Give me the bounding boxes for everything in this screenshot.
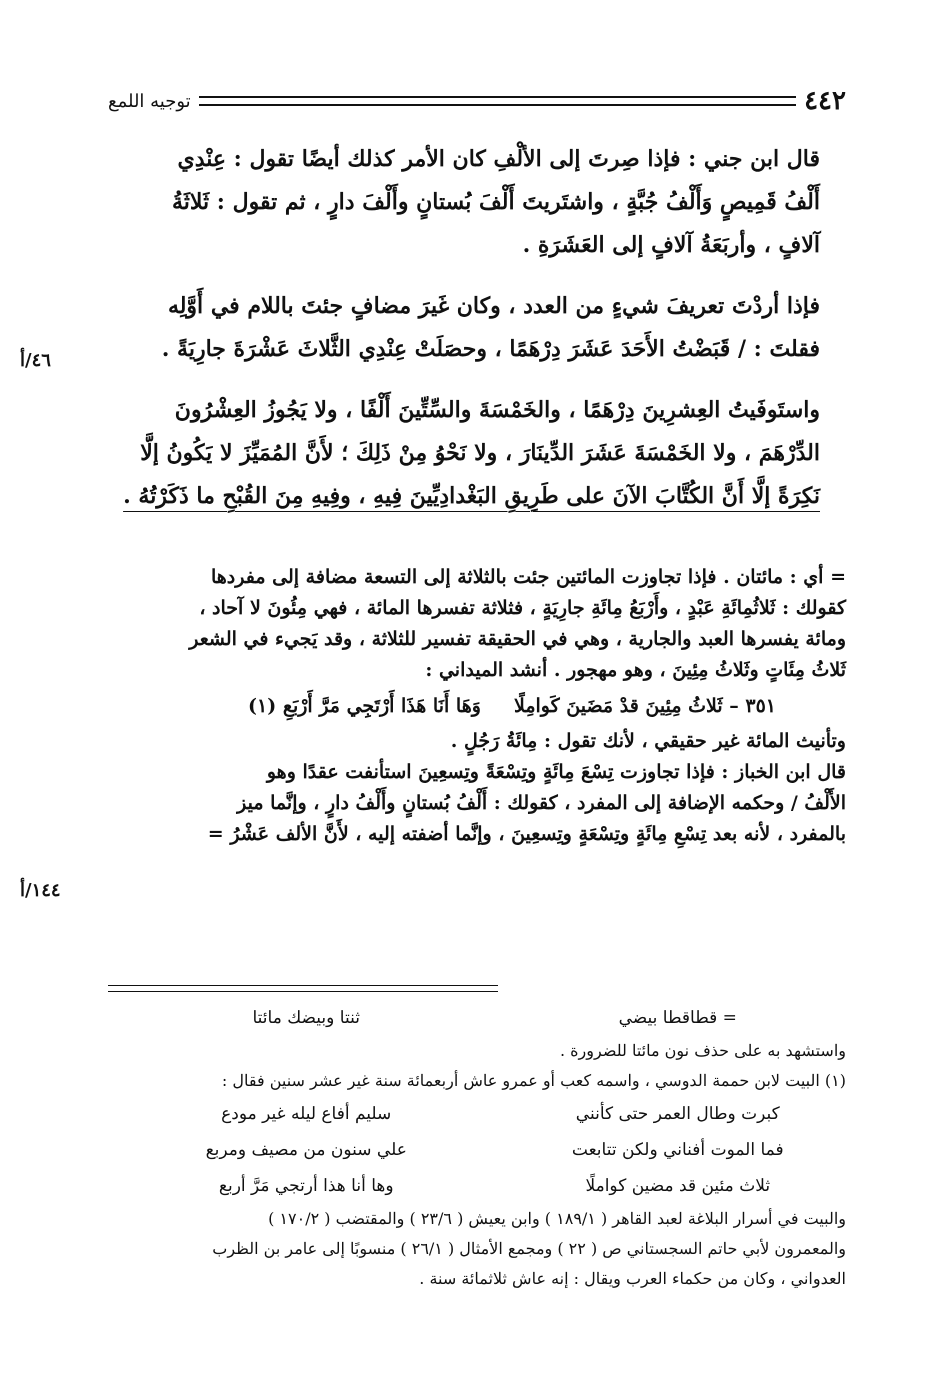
footnote-1-intro: (١) البيت لابن حممة الدوسي ، واسمه كعب أو عمرو عاش أربعمائة سنة غير عشر سنين فقال : [221,1071,846,1090]
footnote-reference[interactable]: (١) [248,695,277,717]
text-line: قال ابن جني : فإذا صِرتَ إلى الألْفِ كان الأمر كذلك أيضًا تقول : عِنْدِي [177,146,820,172]
page-header [108,84,846,118]
text-line: فإذا أردْتَ تعريفَ شيءٍ من العدد ، وكان غَيرَ مضافٍ جئتَ باللام في أَوَّلِه [167,293,820,319]
manuscript-folio-note: ٤٦/أ [20,350,51,371]
text-line: آلافٍ ، وأربَعَةُ آلافٍ إلى العَشَرَةِ . [522,232,820,258]
text-line: أَلْفُ قَمِيصٍ وَأَلْفُ جُبَّةٍ ، واشتَريتَ أَلْفَ بُستانٍ وأَلْفَ دارٍ ، ثم تقول : ثَلاثَةُ [171,189,820,215]
text-line: فقلتَ : / قَبَضْتُ الأَحَدَ عَشَرَ دِرْهَمًا ، وحصَلَتْ عِنْدِي الثَّلاثَ عَشْرَةَ جارِيَةً . [161,336,820,362]
paragraph-3 [108,389,820,518]
text-line: واستَوفَيتُ العِشرِينَ دِرْهَمًا ، والخَمْسَةَ والسِّتِّينَ أَلْفًا ، ولا يَجُوزُ العِشْرُونَ [174,397,820,423]
verse-second-hemistich: وها أنا هذا أرتجي مَرَّ أربع [218,1176,394,1196]
commentary-line: ثَلاثُ مِئَاتٍ وثَلاثُ مِئِينَ ، وهو مهجور . أنشد الميداني : [425,659,846,681]
verse-second-hemistich: سليم أفاع ليله غير مودع [221,1104,392,1124]
paragraph-1 [108,138,820,267]
verse-second-text: وَهَا أَنَا هَذَا أَرْتَجِي مَرَّ أَرْبَعِ [282,695,481,717]
footnote-source-line: والمعمرون لأبي حاتم السجستاني ص ( ٢٢ ) ومجمع الأمثال ( ٢٦/١ ) منسوبًا إلى عامر بن الظرب [212,1239,846,1258]
footnote-line: واستشهد به على حذف نون مائتا للضرورة . [559,1041,846,1060]
text-line: نَكِرَةً إلَّا أَنَّ الكُتَّابَ الآنَ على طَرِيقِ البَغْدادِيِّينَ فِيهِ ، وفِيهِ مِنَ القُبْحِ ما ذَكَرْتُهُ . [123,483,820,509]
verse-first-hemistich: ثلاث مئين قد مضين كواملًا [585,1176,771,1196]
verse-number: ٣٥١ – [729,695,776,717]
verse-second-hemistich: علي سنون من مصيف ومربع [205,1140,407,1160]
verse-second-hemistich [248,686,481,726]
footnote-source-line: والبيت في أسرار البلاغة لعبد القاهر ( ١٨٩/١ ) وابن يعيش ( ٢٣/٦ ) والمقتضب ( ١٧٠/٢ ) [268,1209,846,1228]
main-text [108,138,820,536]
running-title: توجيه اللمع [108,90,191,112]
verse-first-hemistich [514,686,776,726]
verse-first-hemistich: فما الموت أفناني ولكن تتابعت [571,1140,784,1160]
manuscript-folio-note: ١٤٤/أ [20,880,61,901]
verse-second-hemistich: ثنتا وبيضك مائتا [252,1008,360,1028]
commentary-line: ومائة يفسرها العبد والجارية ، وهي في الحقيقة تفسير للثلاثة ، وقد يَجيء في الشعر [189,628,846,650]
commentary-line: بالمفرد ، لأنه بعد تِسْعِ مِائَةٍ وتِسْعَةٍ وتِسعِينَ ، وإنَّما أضفته إليه ، لأَنَّ الألف عَشْرُ = [207,823,846,845]
verse-first-hemistich: = قطاقطا بيضي [618,1008,737,1028]
footnote-divider [108,985,498,992]
footnote-poem-line [108,1168,846,1204]
verse-first-hemistich: كبرت وطال العمر حتى كأنني [575,1104,780,1124]
paragraph-2 [108,285,820,371]
commentary-line: الأَلْفُ / وحكمه الإضافة إلى المفرد ، كقولك : أَلْفُ بُستانٍ وأَلْفُ دارٍ ، وإنَّما ميز [237,792,846,814]
commentary-line: كقولك : ثَلاثُمِائَةِ عَبْدٍ ، وأَرْبَعُ مِائَةِ جارِيَةٍ ، فثلاثة تفسرها المائة ، فهي مِئُونَ لا آحاد ، [199,597,846,619]
header-rule [199,96,796,106]
verse-351 [108,686,846,726]
footnote-poem-line [108,1132,846,1168]
commentary-line: = أي : مائتان . فإذا تجاوزت المائتين جئت بالثلاثة إلى التسعة مضافة إلى مفردها [211,566,846,588]
footnote-verse-continued [108,1000,846,1036]
footnote-source-line: العدواني ، وكان من حكماء العرب ويقال : إنه عاش ثلاثمائة سنة . [419,1269,846,1288]
text-line: الدِّرْهَمَ ، ولا الخَمْسَةَ عَشَرَ الدِّينَارَ ، ولا نَحْوُ مِنْ ذَلِكَ ؛ لأَنَّ المُمَيِّزَ لا يَكُونُ إلَّا [140,440,820,466]
footnotes [108,1000,846,1294]
commentary-line: قال ابن الخباز : فإذا تجاوزت تِسْعَ مِائَةٍ وتِسْعَةً وتِسعِينَ استأنفت عقدًا وهو [266,761,846,783]
page-number: ٤٤٢ [804,86,846,116]
commentary-line: وتأنيث المائة غير حقيقي ، لأنك تقول : مِائَةُ رَجُلٍ . [450,730,846,752]
footnote-poem-line [108,1096,846,1132]
verse-first-text: ثَلاثُ مِئِينَ قدْ مَضَينَ كَوامِلًا [513,695,723,717]
commentary [108,562,846,850]
